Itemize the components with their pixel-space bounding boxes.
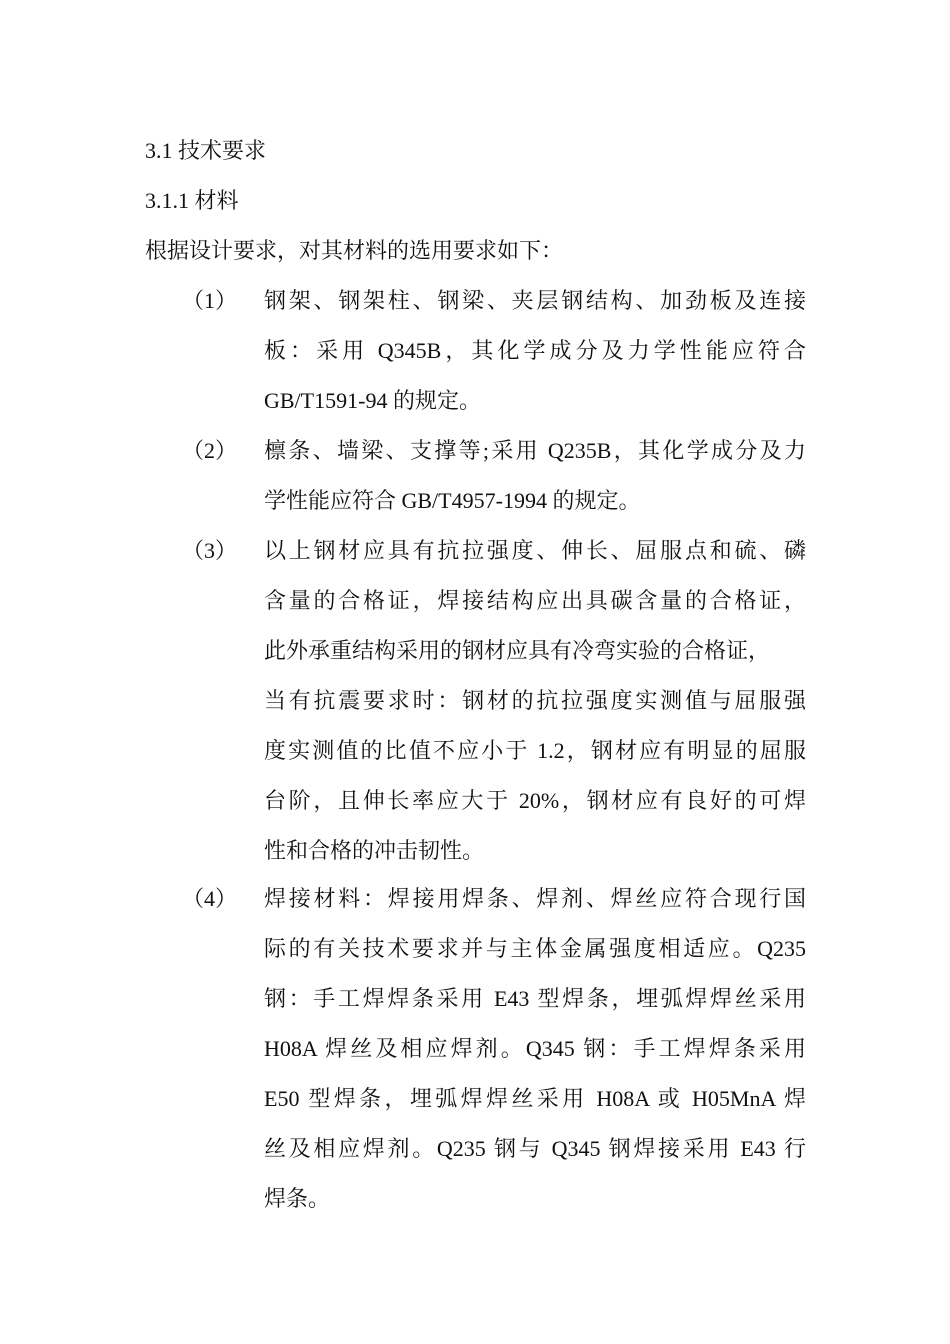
- item-line: GB/T1591-94 的规定。: [264, 388, 481, 413]
- item-line: 性和合格的冲击韧性。: [264, 838, 485, 863]
- item-line: 学性能应符合 GB/T4957-1994 的规定。: [264, 488, 641, 513]
- item-line: 丝及相应焊剂。Q235 钢与 Q345 钢焊接采用 E43 行: [264, 1136, 806, 1161]
- item-line: 钢架、钢架柱、钢梁、夹层钢结构、加劲板及连接: [264, 288, 806, 313]
- item-line: 以上钢材应具有抗拉强度、伸长、屈服点和硫、磷: [264, 538, 806, 563]
- item-line: 檩条、墙梁、支撑等;采用 Q235B，其化学成分及力: [264, 438, 806, 463]
- section-heading: 3.1 技术要求: [145, 138, 267, 163]
- item-line: 台阶，且伸长率应大于 20%，钢材应有良好的可焊: [264, 788, 806, 813]
- item-line: H08A 焊丝及相应焊剂。Q345 钢：手工焊焊条采用: [264, 1036, 806, 1061]
- subsection-heading: 3.1.1 材料: [145, 188, 239, 213]
- item-line: 板：采用 Q345B，其化学成分及力学性能应符合: [264, 338, 806, 363]
- item-line: 当有抗震要求时：钢材的抗拉强度实测值与屈服强: [264, 688, 806, 713]
- intro-paragraph: 根据设计要求，对其材料的选用要求如下：: [145, 238, 564, 263]
- item-number: （4）: [182, 886, 238, 911]
- item-line: 此外承重结构采用的钢材应具有冷弯实验的合格证，: [264, 638, 771, 663]
- item-line: 度实测值的比值不应小于 1.2，钢材应有明显的屈服: [264, 738, 806, 763]
- item-number: （3）: [182, 538, 238, 563]
- item-line: 含量的合格证，焊接结构应出具碳含量的合格证，: [264, 588, 806, 613]
- item-line: 钢：手工焊焊条采用 E43 型焊条，埋弧焊焊丝采用: [264, 986, 806, 1011]
- item-number: （2）: [182, 438, 238, 463]
- item-line: 焊条。: [264, 1186, 331, 1211]
- item-line: 际的有关技术要求并与主体金属强度相适应。Q235: [264, 936, 806, 961]
- item-line: 焊接材料：焊接用焊条、焊剂、焊丝应符合现行国: [264, 886, 806, 911]
- item-number: （1）: [182, 288, 238, 313]
- item-line: E50 型焊条，埋弧焊焊丝采用 H08A 或 H05MnA 焊: [264, 1086, 806, 1111]
